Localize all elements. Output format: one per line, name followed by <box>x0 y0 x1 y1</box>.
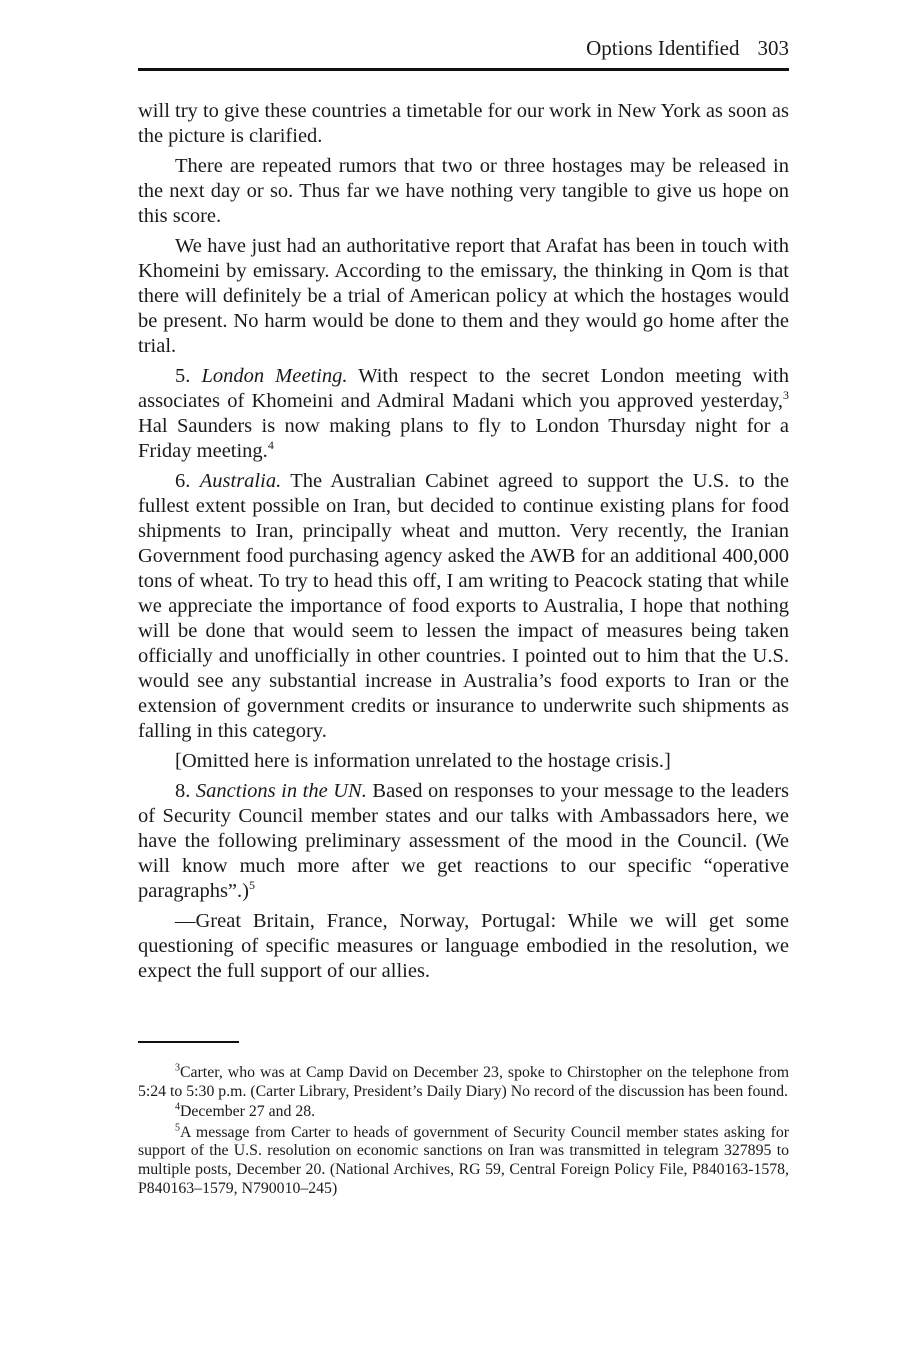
running-title: Options Identified <box>586 36 740 60</box>
paragraph-allies: —Great Britain, France, Norway, Portugal: While we will get some questioning of specific measures or language embodied in the resolution, we expect the full support of our allies. <box>138 910 789 982</box>
footnote-text: A message from Carter to heads of government of Security Council member states asking for support of the U.S. resolution on economic sanctions on Iran was transmitted in telegram 327895 to multiple posts, December 20. (National Archives, RG 59, Central Foreign Policy File, P840163-1578, P840163–1579, N790010–245) <box>138 1123 789 1197</box>
footnote-text: December 27 and 28. <box>180 1103 316 1121</box>
item-text: The Australian Cabinet agreed to support the U.S. to the fullest extent possible on Iran, but decided to continue existing plans for food shipments to Iran, principally wheat and mutton. Very recently, the Iranian Government food purchasing agency asked the AWB for an additional 400,000 tons of wheat. To try to head this off, I am writing to Peacock stating that while we appreciate the importance of food exports to Australia, I hope that nothing will be done that would seem to lessen the impact of measures being taken officially and unofficially in other countries. I pointed out to him that the U.S. would see any substantial increase in Australia’s food exports to Iran or the extension of government credits or insurance to underwrite such shipments as falling in this category. <box>138 470 789 742</box>
page-number: 303 <box>757 36 789 60</box>
footnote-3 <box>138 1064 789 1101</box>
item-number: 5. <box>175 365 191 387</box>
body-text <box>138 99 789 989</box>
footnote-rule <box>138 1041 239 1043</box>
item-text: Based on responses to your message to the leaders of Security Council member states and our talks with Ambassadors here, we have the following preliminary assessment of the mood in the Council. (We will know much more after we get reactions to our specific “operative paragraphs”.) <box>138 780 790 902</box>
item-heading: London Meeting. <box>201 365 348 387</box>
footnote-ref-3[interactable]: 3 <box>783 388 789 403</box>
footnote-4 <box>138 1103 789 1122</box>
paragraph-arafat-report: We have just had an authoritative report that Arafat has been in touch with Khomeini by emissary. According to the emissary, the thinking in Qom is that there will definitely be a trial of American policy at which the hostages would be present. No harm would be done to them and they would go home after the trial. <box>138 235 789 357</box>
item-text: With respect to the secret London meeting with associates of Khomeini and Admiral Madani which you approved yesterday, <box>138 365 789 412</box>
running-header <box>139 36 789 66</box>
footnote-text: Carter, who was at Camp David on December 23, spoke to Chirstopher on the telephone from 5:24 to 5:30 p.m. (Carter Library, President’s Daily Diary) No record of the discussion has been found. <box>138 1064 789 1100</box>
footnote-number: 3 <box>175 1062 180 1074</box>
paragraph-london-meeting <box>138 364 789 464</box>
paragraph-australia <box>138 469 789 744</box>
item-heading: Australia. <box>199 470 282 492</box>
header-rule <box>138 68 789 71</box>
footnote-5 <box>138 1124 789 1198</box>
item-number: 6. <box>175 470 191 492</box>
footnote-number: 4 <box>175 1101 180 1113</box>
item-heading: Sanctions in the UN. <box>195 780 367 802</box>
paragraph-hostage-rumors: There are repeated rumors that two or three hostages may be released in the next day or so. Thus far we have nothing very tangible to give us hope on this score. <box>138 155 789 227</box>
paragraph-continuation: will try to give these countries a timetable for our work in New York as soon as the picture is clarified. <box>138 100 789 147</box>
footnote-ref-5[interactable]: 5 <box>248 878 255 893</box>
paragraph-sanctions-un <box>138 779 789 904</box>
item-number: 8. <box>175 780 191 802</box>
item-text: Hal Saunders is now making plans to fly to London Thursday night for a Friday meeting. <box>138 415 789 462</box>
footnote-number: 5 <box>175 1122 180 1134</box>
footnotes <box>138 1064 789 1200</box>
footnote-ref-4[interactable]: 4 <box>267 438 274 453</box>
paragraph-omission-note: [Omitted here is information unrelated to the hostage crisis.] <box>175 750 671 772</box>
